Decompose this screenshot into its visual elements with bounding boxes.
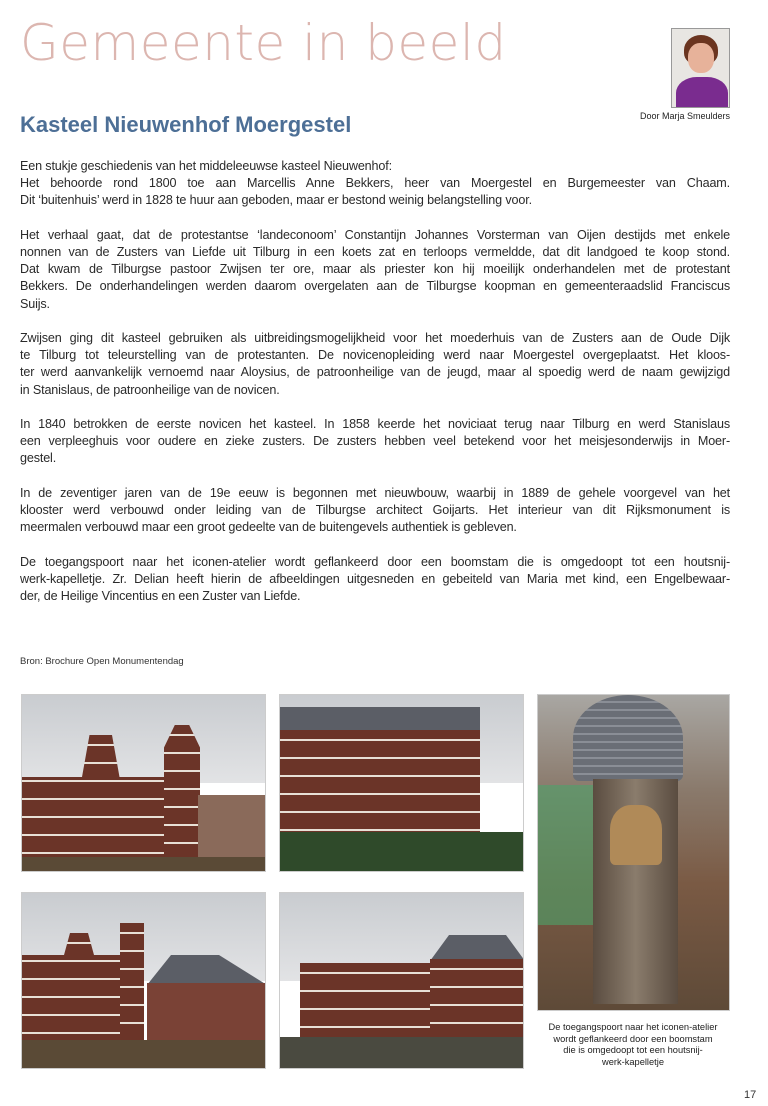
photo-caption: [537, 1022, 729, 1068]
caption-line: die is omgedoopt tot een houtsnij-: [563, 1045, 703, 1055]
paragraph: [20, 485, 730, 537]
text-line: klooster werd verbouwd onder leiding van de Tilburgse architect Goijarts. Het interieur van dit Rijksmonument is: [20, 503, 730, 517]
photo-carved-tree-trunk: [537, 694, 730, 1011]
paragraph: [20, 554, 730, 606]
page-number: 17: [744, 1089, 757, 1101]
author-portrait: [671, 28, 730, 108]
article-source: Bron: Brochure Open Monumentendag: [20, 656, 184, 667]
paragraph: [20, 227, 730, 313]
photo-castle-side: [21, 892, 266, 1069]
text-line: der, de Heilige Vincentius en een Zuster van Liefde.: [20, 589, 301, 603]
text-line: Het behoorde rond 1800 toe aan Marcellis Anne Bekkers, heer van Moergestel en Burgemeester van Chaam.: [20, 176, 730, 191]
text-line: nonnen van de Zusters van Liefde uit Tilburg in een koets zat en terloops vermeldde, dat dit landgoed te koop stond.: [20, 245, 730, 259]
text-line: gestel.: [20, 451, 57, 466]
article-title: Kasteel Nieuwenhof Moergestel: [20, 112, 352, 137]
caption-line: De toegangspoort naar het iconen-atelier: [548, 1022, 718, 1032]
photo-castle-courtyard: [279, 892, 524, 1069]
text-line: Dat kwam de Tilburgse pastoor Zwijsen ter ore, maar als priester kon hij moeilijk onderhandelen met de protestant: [20, 262, 730, 277]
text-line: te Tilburg tot teleurstelling van de protestanten. De novicenopleiding werd naar Moergestel overgeplaatst. Het kloos-: [20, 348, 730, 363]
text-line: In de zeventiger jaren van de 19e eeuw is begonnen met nieuwbouw, waarbij in 1889 de gehele voorgevel van het: [20, 485, 730, 500]
text-line: De toegangspoort naar het iconen-atelier wordt geflankeerd door een boomstam die is omgedoopt tot een houtsnij-: [20, 554, 730, 569]
text-line: meermalen verbouwd maar een groot gedeelte van de buitengevels authentiek is gebleven.: [20, 520, 517, 535]
photo-castle-facade: [279, 694, 524, 872]
section-title: Gemeente in beeld: [20, 14, 507, 72]
text-line: werk-kapelletje. Zr. Delian heeft hierin de afbeeldingen uitgesneden en gebeiteld van Maria met kind, een Engelbewaar-: [20, 571, 730, 586]
text-line: Bekkers. De onderhandelingen werden daarom overgelaten aan de Tilburgse koopman en gemeenteraadslid Franciscus: [20, 279, 730, 294]
paragraph: [20, 416, 730, 468]
text-line: Het verhaal gaat, dat de protestantse ‘landeconoom’ Constantijn Johannes Vorsterman van Oijen destijds met enkele: [20, 227, 730, 242]
text-line: ter werd aanvankelijk vernoemd naar Aloysius, de patroonheilige van de jeugd, maar al spoedig werd de naam gewijzigd: [20, 365, 730, 380]
article-body: [20, 158, 730, 622]
text-line: Dit ‘buitenhuis’ werd in 1828 te huur aan geboden, maar er bestond weinig belangstelling voor.: [20, 193, 532, 208]
text-line: Suijs.: [20, 296, 50, 311]
paragraph: [20, 158, 730, 210]
text-line: Een stukje geschiedenis van het middeleeuwse kasteel Nieuwenhof:: [20, 159, 392, 173]
author-byline: Door Marja Smeulders: [639, 111, 730, 121]
caption-line: wordt geflankeerd door een boomstam: [553, 1033, 713, 1044]
text-line: in Stanislaus, de patroonheilige van de novicen.: [20, 382, 280, 397]
text-line: Zwijsen ging dit kasteel gebruiken als uitbreidingsmogelijkheid voor het moederhuis van de Zusters aan de Oude Dijk: [20, 331, 730, 345]
paragraph: [20, 330, 730, 399]
text-line: In 1840 betrokken de eerste novicen het kasteel. In 1858 keerde het noviciaat terug naar Tilburg en werd Stanislaus: [20, 417, 730, 431]
text-line: een verpleeghuis voor oudere en zieke zusters. De zusters hebben veel betekend voor het meisjesonderwijs in Moer-: [20, 434, 730, 449]
caption-line: werk-kapelletje: [601, 1056, 664, 1067]
photo-castle-tower: [21, 694, 266, 872]
